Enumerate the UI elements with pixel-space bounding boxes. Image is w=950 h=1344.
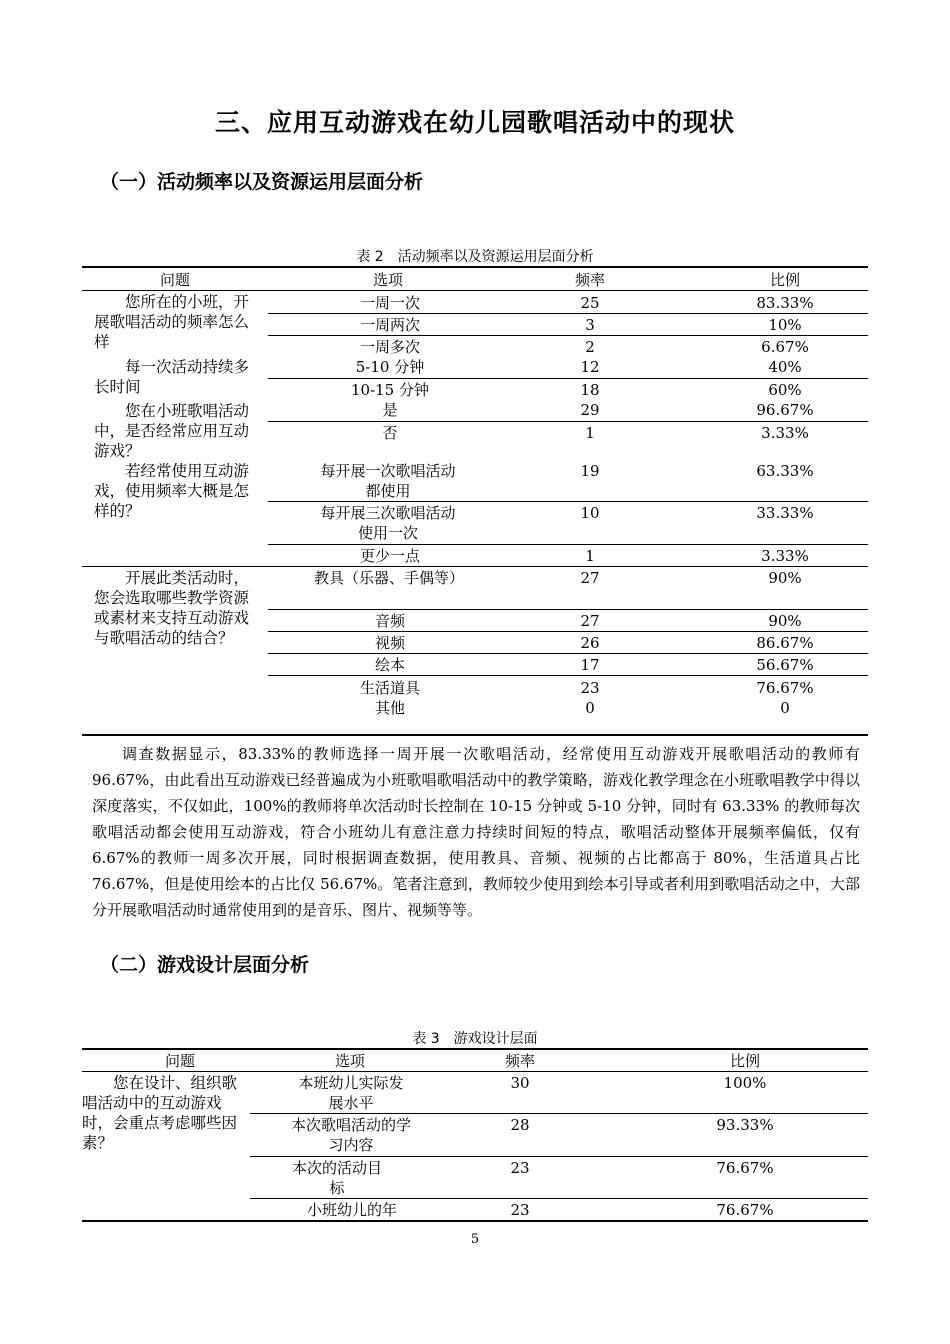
table2-frequency: 25 [580,294,600,312]
table2-ratio: 33.33% [756,504,814,522]
table2-ratio: 40% [768,358,802,376]
table2-frequency: 10 [580,504,600,522]
table3-option: 本班幼儿实际发展水平 [298,1074,404,1112]
table2-option: 绘本 [374,656,405,674]
table-rule [250,1113,868,1114]
table2-option: 生活道具 [359,679,420,697]
table3-option: 本次的活动目标 [292,1159,383,1197]
table2-question: 每一次活动持续多长时间 [94,358,250,396]
table3-option: 小班幼儿的年 [306,1201,397,1219]
table-rule [82,566,868,567]
table3-ratio: 100% [723,1074,767,1092]
table2-frequency: 29 [580,401,600,419]
table-rule [268,313,868,314]
table3-question: 您在设计、组织歌唱活动中的互动游戏时，会重点考虑哪些因素？ [82,1074,238,1152]
table-rule [268,544,868,545]
table2-frequency: 27 [580,569,600,587]
table2-option: 一周一次 [359,294,420,312]
table2-frequency: 2 [585,338,595,356]
table3-ratio: 76.67% [716,1201,774,1219]
table-rule [268,653,868,654]
table2-header-frequency: 频率 [574,271,605,289]
table-rule [82,1071,868,1072]
table2-frequency: 3 [585,316,595,334]
table2-frequency: 19 [580,462,600,480]
table-rule [268,675,868,676]
table2-ratio: 63.33% [756,462,814,480]
section-heading-2: （二）游戏设计层面分析 [100,954,310,976]
table3-frequency: 23 [510,1159,530,1177]
table2-ratio: 0 [780,699,790,717]
table3-frequency: 30 [510,1074,530,1092]
table2-option: 是 [382,401,398,419]
table-rule [268,335,868,336]
table3-header-option: 选项 [334,1052,365,1070]
table2-ratio: 83.33% [756,294,814,312]
table3-caption: 表 3 游戏设计层面 [412,1031,538,1047]
page-title: 三、应用互动游戏在幼儿园歌唱活动中的现状 [214,108,735,137]
table2-header-option: 选项 [372,271,403,289]
table2-question: 您在小班歌唱活动中，是否经常应用互动游戏？ [94,402,250,460]
table2-frequency: 1 [585,547,595,565]
table2-frequency: 1 [585,424,595,442]
table2-option: 10-15 分钟 [350,381,429,399]
body-paragraph: 调查数据显示，83.33%的教师选择一周开展一次歌唱活动，经常使用互动游戏开展歌唱活动的教师有 96.67%，由此看出互动游戏已经普遍成为小班歌唱歌唱活动中的教学策略，游戏化教学理念在小班歌唱教学中得以深度落实，不仅如此，100%的教师将单次活动时长控制在 10-15 分钟或 5-10 分钟，同时有 63.33% 的教师每次歌唱活动都会使用互动游戏，符合小班幼儿有意注意力持续时间短的特点，歌唱活动整体开展频率偏低，仅有 6.67%的教师一周多次开展，同时根据调查数据，使用教具、音频、视频的占比都高于 80%，生活道具占比 76.67%，但是使用绘本的占比仅 56.67%。笔者注意到，教师较少使用到绘本引导或者利用到歌唱活动之中，大部分开展歌唱活动时通常使用到的是音乐、图片、视频等等。 [92,745,860,919]
table-rule [268,378,868,379]
table2-frequency: 26 [580,634,600,652]
section-heading-1: （一）活动频率以及资源运用层面分析 [100,171,424,193]
page-number: 5 [470,1232,480,1247]
table2-option: 一周多次 [359,338,420,356]
table3-frequency: 23 [510,1201,530,1219]
table3-header-question: 问题 [164,1052,195,1070]
table3-ratio: 93.33% [716,1116,774,1134]
table-rule [268,609,868,610]
table2-question: 开展此类活动时，您会选取哪些教学资源或素材来支持互动游戏与歌唱活动的结合？ [94,569,250,647]
table3-header-ratio: 比例 [729,1052,760,1070]
table2-question: 您所在的小班，开展歌唱活动的频率怎么样 [94,293,250,351]
table2-option: 其他 [374,699,405,717]
table2-ratio: 60% [768,381,802,399]
table2-option: 每开展三次歌唱活动使用一次 [320,504,456,542]
table2-ratio: 76.67% [756,679,814,697]
table2-ratio: 6.67% [761,338,809,356]
table2-frequency: 0 [585,699,595,717]
table-rule [82,1220,868,1222]
table2-frequency: 23 [580,679,600,697]
table-rule [250,1198,868,1199]
table2-question: 若经常使用互动游戏，使用频率大概是怎样的？ [94,462,250,520]
table-rule [250,1156,868,1157]
table3-ratio: 76.67% [716,1159,774,1177]
table3-header-frequency: 频率 [504,1052,535,1070]
table2-ratio: 90% [768,612,802,630]
table2-ratio: 96.67% [756,401,814,419]
table2-option: 否 [382,424,398,442]
table2-frequency: 17 [580,656,600,674]
table2-option: 每开展一次歌唱活动都使用 [320,462,456,500]
table2-frequency: 12 [580,358,600,376]
table2-option: 音频 [374,612,405,630]
table2-header-question: 问题 [159,271,190,289]
table3-option: 本次歌唱活动的学习内容 [290,1116,411,1154]
table-rule [82,1048,868,1050]
table2-ratio: 10% [768,316,802,334]
table2-frequency: 27 [580,612,600,630]
table-rule [82,290,868,291]
table-rule [268,631,868,632]
table2-header-ratio: 比例 [769,271,800,289]
table2-option: 5-10 分钟 [355,358,425,376]
table2-ratio: 90% [768,569,802,587]
table2-frequency: 18 [580,381,600,399]
table2-ratio: 56.67% [756,656,814,674]
table2-option: 更少一点 [359,547,420,565]
table2-caption: 表 2 活动频率以及资源运用层面分析 [356,249,594,265]
table-rule [82,266,868,268]
table2-option: 一周两次 [359,316,420,334]
table2-option: 视频 [374,634,405,652]
table2-ratio: 3.33% [761,547,809,565]
table2-option: 教具（乐器、手偶等） [314,569,465,587]
table-rule [268,421,868,422]
table3-frequency: 28 [510,1116,530,1134]
table-rule [82,734,868,736]
table2-ratio: 86.67% [756,634,814,652]
table-rule [268,501,868,502]
table2-ratio: 3.33% [761,424,809,442]
